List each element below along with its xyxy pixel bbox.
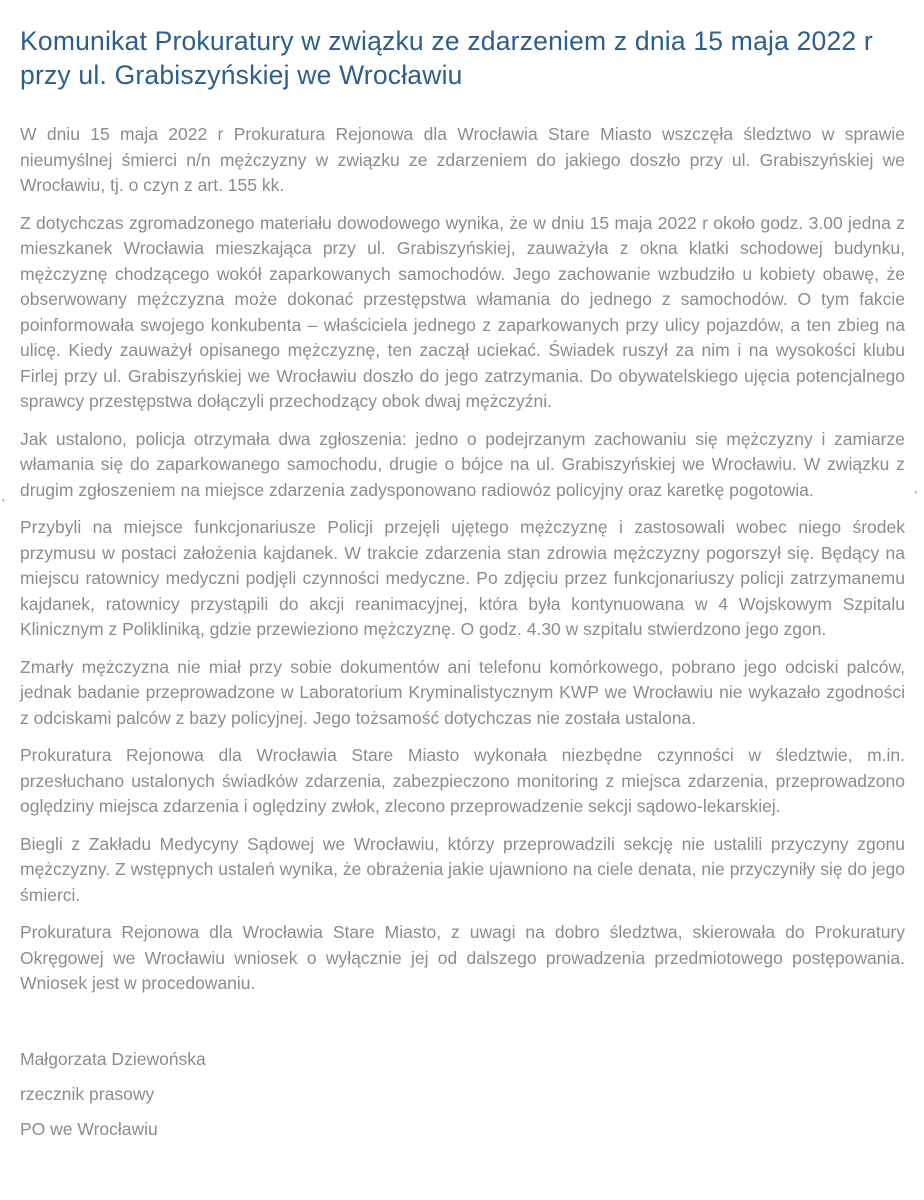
paragraph-8: Prokuratura Rejonowa dla Wrocławia Stare Miasto, z uwagi na dobro śledztwa, skierowała do Prokuratury Okręgowej we Wrocławiu wniosek o wyłącznie jej od dalszego prowadzenia przedmiotowego postępowania. Wniosek jest w procedowaniu. xyxy=(20,922,905,993)
paragraph-7: Biegli z Zakładu Medycyny Sądowej we Wrocławiu, którzy przeprowadzili sekcję nie ustalili przyczyny zgonu mężczyzny. Z wstępnych ustaleń wynika, że obrażenia jakie ujawniono na ciele denata, nie przyczyniły się do jego śmierci. xyxy=(20,833,905,905)
signature-office: PO we Wrocławiu xyxy=(20,1118,158,1139)
paragraph-5: Zmarły mężczyzna nie miał przy sobie dokumentów ani telefonu komórkowego, pobrano jego odciski palców, jednak badanie przeprowadzone w Laboratorium Kryminalistycznym KWP we Wrocławiu nie wykazało zgodności z odciskami palców z bazy policyjnej. Jego tożsamość dotychczas nie została ustalona. xyxy=(20,656,905,728)
paragraph-1: W dniu 15 maja 2022 r Prokuratura Rejonowa dla Wrocławia Stare Miasto wszczęła śledztwo w sprawie nieumyślnej śmierci n/n mężczyzny w związku ze zdarzeniem do jakiego doszło przy ul. Grabiszyńskiej we Wrocławiu, tj. o czyn z art. 155 kk. xyxy=(20,124,905,195)
signature-role: rzecznik prasowy xyxy=(20,1083,155,1104)
page-title: Komunikat Prokuratury w związku ze zdarzeniem z dnia 15 maja 2022 r przy ul. Grabiszyńskiej we Wrocławiu xyxy=(20,26,873,90)
signature-block xyxy=(20,1047,905,1142)
stray-quote-mark-right: ' xyxy=(914,488,917,503)
paragraph-4: Przybyli na miejsce funkcjonariusze Policji przejęli ujętego mężczyznę i zastosowali wobec niego środek przymusu w postaci założenia kajdanek. W trakcie zdarzenia stan zdrowia mężczyzny pogorszył się. Będący na miejscu ratownicy medyczni podjęli czynności medyczne. Po zdjęciu przez funkcjonariuszy policji zatrzymanemu kajdanek, ratownicy przystąpili do akcji reanimacyjnej, która była kontynuowana w 4 Wojskowym Szpitalu Klinicznym z Polikliniką, gdzie przewieziono mężczyznę. O godz. 4.30 w szpitalu stwierdzono jego zgon. xyxy=(20,517,905,639)
paragraph-6: Prokuratura Rejonowa dla Wrocławia Stare Miasto wykonała niezbędne czynności w śledztwie, m.in. przesłuchano ustalonych świadków zdarzenia, zabezpieczono monitoring z miejsca zdarzenia, przeprowadzono oględziny miejsca zdarzenia i oględziny zwłok, zlecono przeprowadzenie sekcji sądowo-lekarskiej. xyxy=(20,745,905,816)
paragraph-2: Z dotychczas zgromadzonego materiału dowodowego wynika, że w dniu 15 maja 2022 r około godz. 3.00 jedna z mieszkanek Wrocławia mieszkająca przy ul. Grabiszyńskiej, zauważyła z okna klatki schodowej budynku, mężczyznę chodzącego wokół zaparkowanych samochodów. Jego zachowanie wzbudziło u kobiety obawę, że obserwowany mężczyzna może dokonać przestępstwa włamania do jednego z samochodów. O tym fakcie poinformowała swojego konkubenta – właściciela jednego z zaparkowanych przy ulicy pojazdów, a ten zbieg na ulicę. Kiedy zauważył opisanego mężczyznę, ten zaczął uciekać. Świadek ruszył za nim i na wysokości klubu Firlej przy ul. Grabiszyńskiej we Wrocławiu doszło do jego zatrzymania. Do obywatelskiego ujęcia potencjalnego sprawcy przestępstwa dołączyli przechodzący obok dwaj mężczyźni. xyxy=(20,212,905,411)
signature-name: Małgorzata Dziewońska xyxy=(20,1048,206,1069)
article-body xyxy=(20,122,905,997)
stray-quote-mark-left: ' xyxy=(2,496,5,511)
paragraph-3: Jak ustalono, policja otrzymała dwa zgłoszenia: jedno o podejrzanym zachowaniu się mężczyzny i zamiarze włamania się do zaparkowanego samochodu, drugie o bójce na ul. Grabiszyńskiej we Wrocławiu. W związku z drugim zgłoszeniem na miejsce zdarzenia zadysponowano radiowóz policyjny oraz karetkę pogotowia. xyxy=(20,428,905,500)
